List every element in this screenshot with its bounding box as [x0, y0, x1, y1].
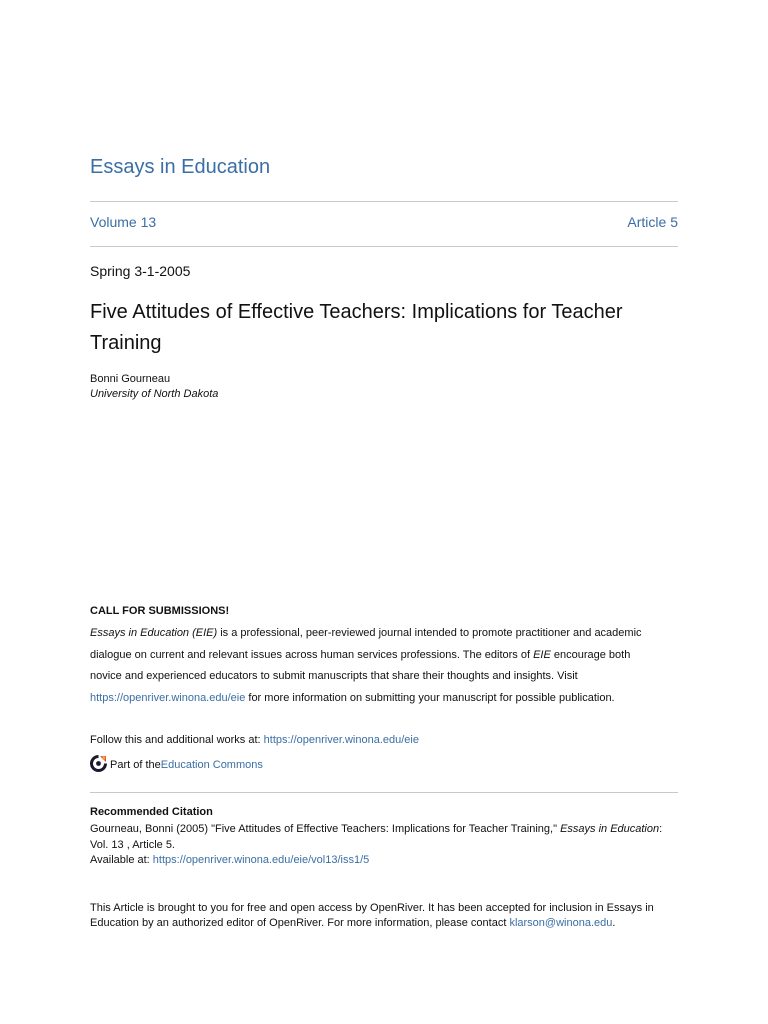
cfs-line-3: novice and experienced educators to submit manuscripts that share their thoughts and insights. Visit: [90, 670, 578, 682]
article-url-link[interactable]: https://openriver.winona.edu/eie/vol13/iss1/5: [152, 854, 370, 866]
citation-line-1-text: Gourneau, Bonni (2005) "Five Attitudes of Effective Teachers: Implications for Teacher Training,": [90, 823, 561, 835]
citation-line-1: [90, 822, 680, 838]
cfs-eie-abbrev: EIE: [533, 648, 551, 661]
header-divider-bottom: [90, 246, 678, 247]
cfs-line-4-text: for more information on submitting your manuscript for possible publication.: [245, 691, 615, 704]
header-divider-top: [90, 201, 678, 202]
part-of-line: [90, 755, 263, 775]
part-of-text: Part of the: [110, 759, 161, 771]
contact-email-link[interactable]: klarson@winona.edu: [509, 917, 613, 929]
bepress-commons-icon: [90, 755, 110, 775]
cfs-line-1: [90, 623, 680, 645]
access-notice-line-1: This Article is brought to you for free and open access by OpenRiver. It has been accepted for inclusion in Essays in: [90, 902, 654, 914]
citation-line-3: [90, 853, 680, 869]
cfs-line-1-text: is a professional, peer-reviewed journal intended to promote practitioner and academic: [217, 627, 642, 639]
article-title: Five Attitudes of Effective Teachers: Implications for Teacher Training: [90, 301, 623, 354]
cfs-line-2: [90, 645, 680, 667]
follow-text: Follow this and additional works at:: [90, 734, 264, 746]
citation-line-2: Vol. 13 , Article 5.: [90, 838, 175, 851]
recommended-citation-body: [90, 822, 680, 869]
follow-line: [90, 734, 419, 746]
volume-link[interactable]: Volume 13: [90, 214, 157, 230]
follow-link[interactable]: https://openriver.winona.edu/eie: [263, 734, 419, 746]
available-at-text: Available at:: [90, 854, 153, 866]
publication-date: Spring 3-1-2005: [90, 263, 191, 279]
call-for-submissions-heading: CALL FOR SUBMISSIONS!: [90, 605, 230, 617]
cfs-journal-link[interactable]: https://openriver.winona.edu/eie: [90, 691, 246, 704]
journal-title-link[interactable]: Essays in Education: [90, 156, 271, 178]
author-affiliation: University of North Dakota: [90, 388, 219, 400]
education-commons-link[interactable]: Education Commons: [160, 759, 263, 771]
author-name: Bonni Gourneau: [90, 373, 171, 385]
article-link[interactable]: Article 5: [627, 214, 678, 230]
cfs-line-2-rest: encourage both: [550, 648, 631, 661]
citation-journal-name: Essays in Education: [560, 823, 660, 835]
access-notice: [90, 901, 678, 931]
author-block: [90, 372, 218, 402]
cfs-journal-name: Essays in Education (EIE): [90, 627, 218, 639]
cfs-line-2-text: dialogue on current and relevant issues across human services professions. The editors of: [90, 648, 534, 661]
access-notice-line-2-end: .: [612, 917, 616, 929]
call-for-submissions-body: [90, 623, 680, 709]
recommended-citation-heading: Recommended Citation: [90, 806, 213, 818]
cfs-line-4: [90, 688, 680, 710]
access-notice-line-2: [90, 916, 678, 931]
citation-line-1-end: :: [659, 823, 663, 835]
access-notice-line-2-text: Education by an authorized editor of OpenRiver. For more information, please contact: [90, 917, 510, 929]
citation-divider: [90, 792, 678, 793]
